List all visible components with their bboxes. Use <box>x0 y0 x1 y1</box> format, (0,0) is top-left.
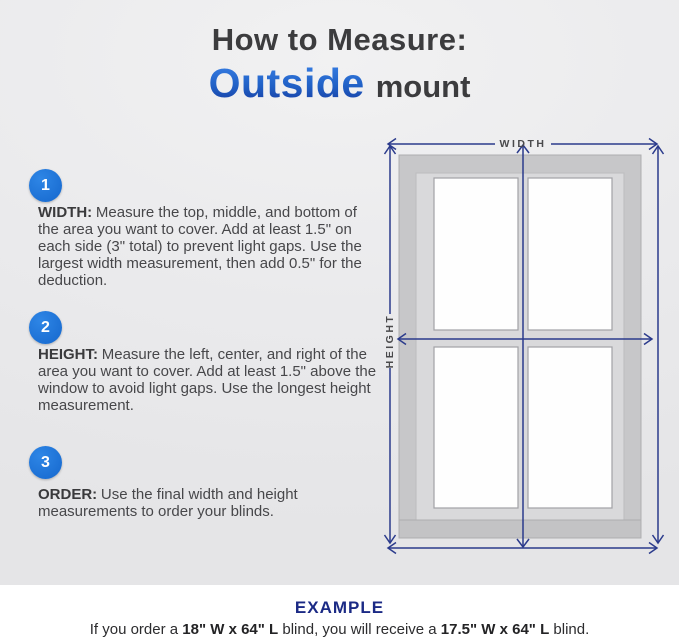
window-illustration <box>399 155 641 538</box>
title-line2 <box>0 60 679 107</box>
example-sentence <box>0 621 679 638</box>
step-3-badge <box>29 446 62 479</box>
window-pane-top-left <box>434 178 518 330</box>
example-prefix: If you order a <box>89 621 183 638</box>
example-heading: EXAMPLE <box>294 598 385 617</box>
step-1-body: Measure the top, middle, and bottom of the area you want to cover. Add at least 1.5" on each side (3" total) to prevent light gaps. Use the largest width measurement, then add 0.5" for the deduction. <box>38 204 362 289</box>
height-label: HEIGHT <box>384 313 396 369</box>
step-2-label: HEIGHT: <box>38 346 98 363</box>
window-pane-bottom-left <box>434 347 518 508</box>
window-measurement-diagram <box>374 128 666 560</box>
step-2-number: 2 <box>41 318 50 336</box>
window-pane-top-right <box>528 178 612 330</box>
height-arrow-right <box>653 146 664 543</box>
example-received-size: 17.5" W x 64" L <box>440 621 550 638</box>
step-3-text <box>38 486 380 520</box>
window-sill <box>399 520 641 538</box>
step-1-label: WIDTH: <box>38 204 93 221</box>
example-ordered-size: 18" W x 64" L <box>182 621 279 638</box>
step-1-badge <box>29 169 62 202</box>
example-middle: blind, you will receive a <box>278 621 441 638</box>
title-mount-type: Outside <box>208 60 365 106</box>
window-pane-bottom-right <box>528 347 612 508</box>
example-section <box>0 585 679 644</box>
example-suffix: blind. <box>549 621 590 638</box>
step-1-number: 1 <box>41 176 50 194</box>
step-2-badge <box>29 311 62 344</box>
step-1-text <box>38 204 380 289</box>
page-title <box>0 22 679 107</box>
step-3-number: 3 <box>41 453 50 471</box>
step-3-body: Use the final width and height measurements to order your blinds. <box>38 486 298 520</box>
title-mount-word: mount <box>375 69 471 104</box>
title-line1: How to Measure: <box>211 22 468 57</box>
step-3-label: ORDER: <box>38 486 98 503</box>
width-label: WIDTH <box>499 138 547 150</box>
step-2-text <box>38 346 380 414</box>
step-2-body: Measure the left, center, and right of the area you want to cover. Add at least 1.5" above the window to avoid light gaps. Use the longest height measurement. <box>38 346 377 414</box>
